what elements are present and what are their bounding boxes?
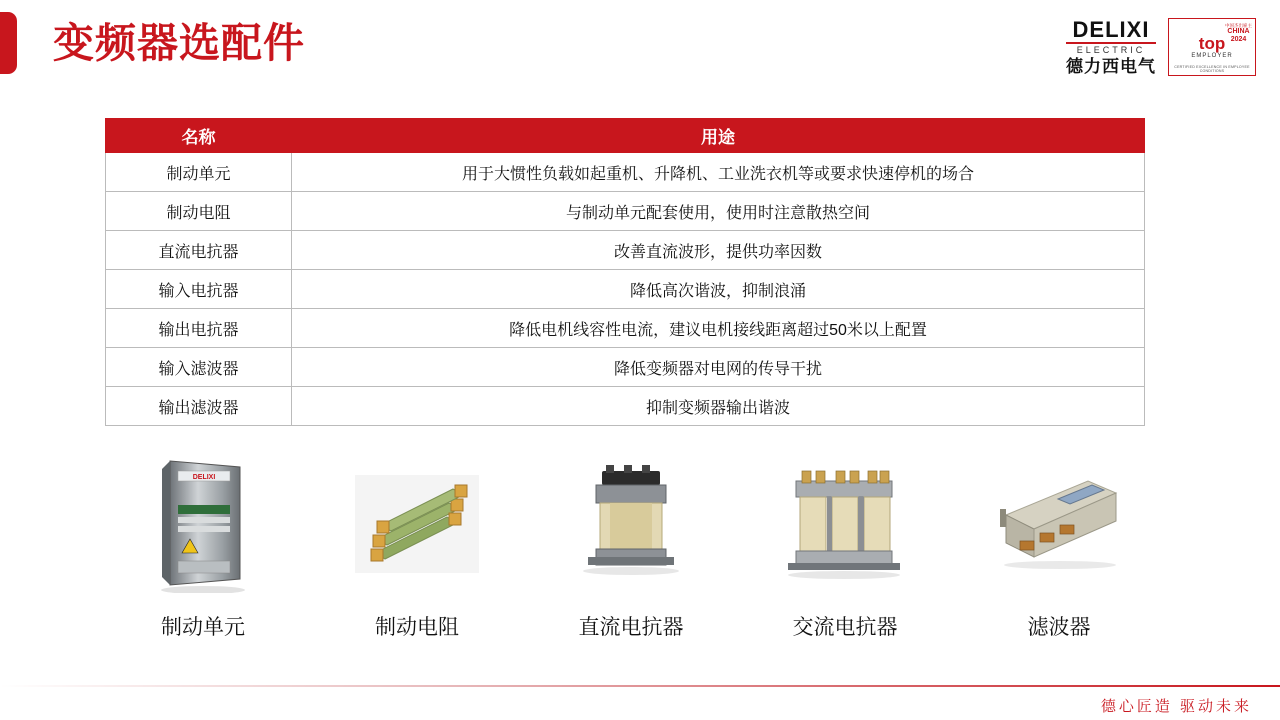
table-header-row xyxy=(106,119,1145,153)
table-cell-usage: 改善直流波形，提供功率因数 xyxy=(292,231,1145,270)
table-cell-name: 输入电抗器 xyxy=(106,270,292,309)
product-item-ac-reactor xyxy=(738,448,952,641)
footer-divider xyxy=(0,685,1280,687)
delixi-logo xyxy=(1066,19,1160,75)
table-cell-name: 制动单元 xyxy=(106,153,292,192)
top-employer-badge-subtitle: EMPLOYER xyxy=(1191,53,1233,59)
top-employer-badge-meta xyxy=(1225,23,1252,44)
table-cell-usage: 抑制变频器输出谐波 xyxy=(292,387,1145,426)
product-caption: 交流电抗器 xyxy=(792,616,898,639)
slide-header xyxy=(0,12,305,74)
product-caption: 制动电阻 xyxy=(375,616,459,639)
table-cell-name: 输出电抗器 xyxy=(106,309,292,348)
top-employer-badge-country: CHINA xyxy=(1227,28,1250,36)
table-cell-usage: 降低高次谐波，抑制浪涌 xyxy=(292,270,1145,309)
ac-reactor-image xyxy=(770,448,920,593)
table-cell-usage: 用于大惯性负载如起重机、升降机、工业洗衣机等或要求快速停机的场合 xyxy=(292,153,1145,192)
product-caption: 制动单元 xyxy=(161,616,245,639)
table-cell-usage: 降低电机线容性电流，建议电机接线距离超过50米以上配置 xyxy=(292,309,1145,348)
filter-image xyxy=(984,448,1134,593)
product-item-braking-unit xyxy=(96,448,310,641)
accessories-table xyxy=(105,118,1145,426)
table-cell-usage: 降低变频器对电网的传导干扰 xyxy=(292,348,1145,387)
product-gallery xyxy=(96,448,1166,641)
table-row xyxy=(106,270,1145,309)
table-cell-name: 直流电抗器 xyxy=(106,231,292,270)
table-row xyxy=(106,231,1145,270)
top-employer-badge-title: top xyxy=(1198,34,1226,53)
braking-resistor-image xyxy=(347,448,487,593)
table-cell-name: 输出滤波器 xyxy=(106,387,292,426)
table-cell-usage: 与制动单元配套使用，使用时注意散热空间 xyxy=(292,192,1145,231)
delixi-logo-brand-cn: 德力西电气 xyxy=(1066,57,1156,76)
delixi-logo-brand-sub: ELECTRIC xyxy=(1076,45,1146,55)
table-header-usage: 用途 xyxy=(292,119,1145,153)
table-row xyxy=(106,348,1145,387)
product-item-filter xyxy=(952,448,1166,641)
page-title: 变频器选配件 xyxy=(53,20,305,66)
top-employer-badge xyxy=(1168,18,1256,76)
dc-reactor-image xyxy=(566,448,696,593)
braking-unit-image xyxy=(148,448,258,593)
logo-area xyxy=(1066,18,1256,76)
table-cell-name: 输入滤波器 xyxy=(106,348,292,387)
table-row xyxy=(106,309,1145,348)
top-employer-badge-cn: 中国杰出雇主 xyxy=(1225,23,1252,28)
svg-text:DELIXI: DELIXI xyxy=(192,474,216,481)
delixi-logo-brand-en: DELIXI xyxy=(1066,19,1156,44)
top-employer-badge-footer: CERTIFIED EXCELLENCE IN EMPLOYEE CONDITIONS xyxy=(1174,65,1250,73)
table-header-name: 名称 xyxy=(106,119,292,153)
product-item-dc-reactor xyxy=(524,448,738,641)
top-employer-badge-year: 2024 xyxy=(1230,36,1247,44)
product-item-braking-resistor xyxy=(310,448,524,641)
table-cell-name: 制动电阻 xyxy=(106,192,292,231)
table-row xyxy=(106,192,1145,231)
product-caption: 滤波器 xyxy=(1027,616,1091,639)
footer-slogan: 德心匠造 驱动未来 xyxy=(1100,698,1252,715)
table-row xyxy=(106,153,1145,192)
accessories-table-wrapper xyxy=(105,118,1145,426)
title-accent-marker xyxy=(0,12,17,74)
table-row xyxy=(106,387,1145,426)
product-caption: 直流电抗器 xyxy=(578,616,684,639)
